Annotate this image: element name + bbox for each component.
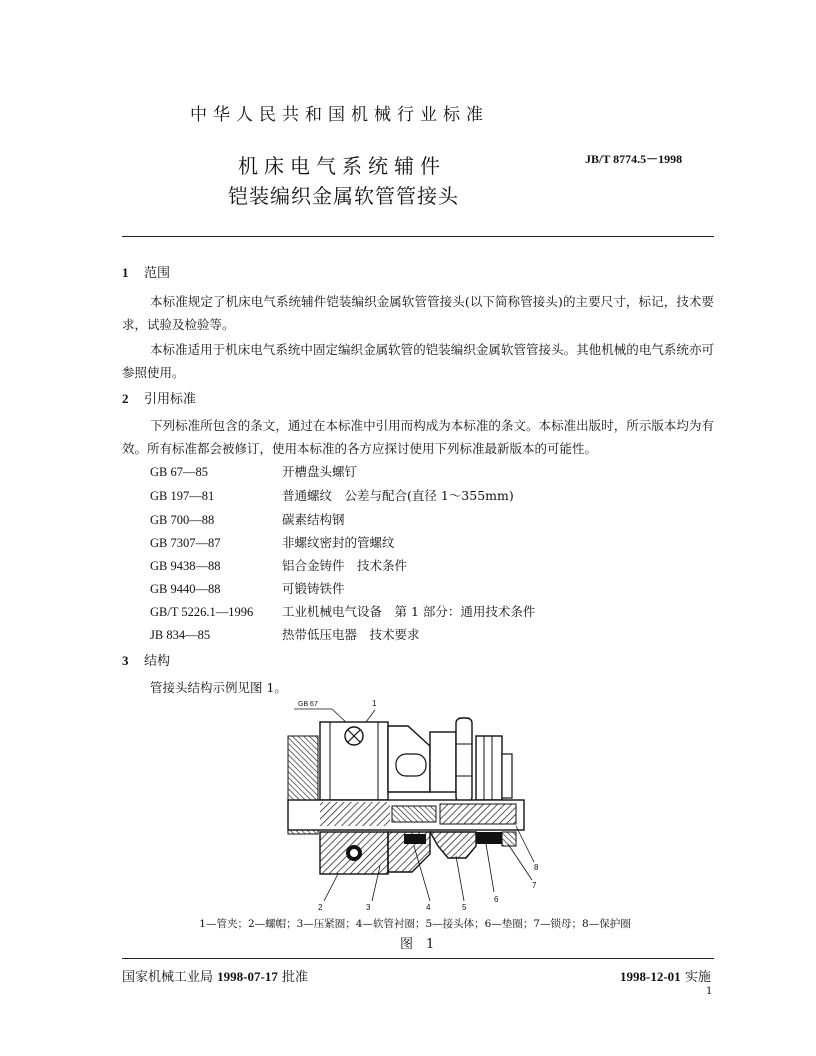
issuing-body-heading: 中华人民共和国机械行业标准	[190, 105, 489, 125]
figure-caption: 1—管夹；2—螺帽；3—压紧圈；4—软管衬圈；5—接头体；6—垫圈；7—锁母；8—保护圈	[199, 918, 631, 930]
reference-title: 普通螺纹 公差与配合(直径 1～355mm)	[282, 488, 514, 503]
approval-label: 批准	[281, 970, 308, 985]
connector-body	[430, 732, 456, 792]
hose-liner	[392, 806, 436, 822]
footer-divider	[122, 958, 714, 959]
callout-7: 7	[532, 881, 537, 890]
approval-date: 1998-07-17	[217, 969, 278, 984]
reference-row	[150, 484, 514, 507]
reference-title: 非螺纹密封的管螺纹	[282, 535, 395, 550]
callout-1: 1	[372, 699, 377, 708]
washer-section	[476, 832, 502, 844]
implementation-label: 实施	[684, 970, 711, 985]
callout-6: 6	[494, 895, 499, 904]
standard-number: JB/T 8774.5－1998	[585, 152, 683, 166]
compression-ring	[320, 802, 390, 826]
reference-code: GB 700—88	[150, 513, 215, 527]
section-2-paragraph: 下列标准所包含的条文，通过在本标准中引用而构成为本标准的条文。本标准出版时，所示版本均为有效。所有标准都会被修订，使用本标准的各方应探讨使用下列标准最新版本的可能性。	[122, 418, 714, 456]
reference-title: 热带低压电器 技术要求	[282, 627, 420, 642]
section-title: 结构	[144, 654, 171, 669]
section-3-paragraph: 管接头结构示例见图 1。	[150, 680, 287, 695]
callout-3: 3	[366, 903, 371, 912]
reference-code: GB 9440—88	[150, 582, 221, 596]
fitting-cross-section-figure	[280, 696, 550, 914]
section-3-heading	[122, 650, 170, 669]
connector-thread	[440, 804, 516, 824]
reference-row	[150, 508, 345, 531]
implementation-line	[620, 966, 711, 985]
section-2-heading	[122, 388, 196, 407]
header-divider	[122, 236, 714, 237]
callout-5: 5	[462, 903, 467, 912]
reference-title: 可锻铸铁件	[282, 581, 345, 596]
lock-nut	[476, 736, 502, 800]
reference-row	[150, 554, 407, 577]
reference-code: GB 9438—88	[150, 559, 221, 573]
callout-2: 2	[318, 903, 323, 912]
section-number: 2	[122, 391, 129, 406]
reference-code: JB 834—85	[150, 628, 211, 642]
section-1-paragraph-1: 本标准规定了机床电气系统辅件铠装编织金属软管管接头(以下简称管接头)的主要尺寸，标记，技术要求，试验及检验等。	[122, 294, 714, 332]
implementation-date: 1998-12-01	[620, 969, 681, 984]
reference-row	[150, 460, 357, 483]
section-1-heading	[122, 262, 170, 281]
reference-title: 开槽盘头螺钉	[282, 464, 358, 479]
callout-4: 4	[426, 903, 431, 912]
hex-collar	[456, 718, 472, 802]
document-title-line2: 铠装编织金属软管管接头	[228, 184, 459, 208]
reference-code: GB 7307—87	[150, 536, 221, 550]
reference-title: 铝合金铸件 技术条件	[282, 558, 408, 573]
approval-line	[122, 966, 308, 985]
reference-title: 工业机械电气设备 第 1 部分：通用技术条件	[282, 604, 536, 619]
reference-code: GB 67—85	[150, 465, 208, 479]
reference-row	[150, 577, 345, 600]
body-section-lower	[430, 832, 476, 858]
braided-hose-outer	[288, 736, 318, 806]
section-title: 引用标准	[144, 392, 197, 407]
guard-ring-section	[502, 832, 516, 846]
page-number: 1	[706, 986, 713, 997]
document-title-line1: 机床电气系统辅件	[238, 154, 446, 178]
section-title: 范围	[144, 266, 171, 281]
reference-row	[150, 531, 395, 554]
approval-authority: 国家机械工业局	[122, 970, 214, 985]
liner-section	[404, 834, 426, 844]
reference-row	[150, 600, 535, 623]
reference-title: 碳素结构钢	[282, 512, 345, 527]
section-number: 3	[122, 653, 129, 668]
section-number: 1	[122, 265, 129, 280]
figure-label-gb67: GB 67	[298, 701, 318, 708]
figure-title: 图 1	[400, 937, 435, 952]
section-1-paragraph-2: 本标准适用于机床电气系统中固定编织金属软管的铠装编织金属软管管接头。其他机械的电气系统亦可参照使用。	[122, 342, 714, 380]
reference-row	[150, 623, 420, 646]
reference-code: GB 197—81	[150, 489, 215, 503]
reference-code: GB/T 5226.1—1996	[150, 605, 254, 619]
callout-8: 8	[534, 863, 539, 872]
